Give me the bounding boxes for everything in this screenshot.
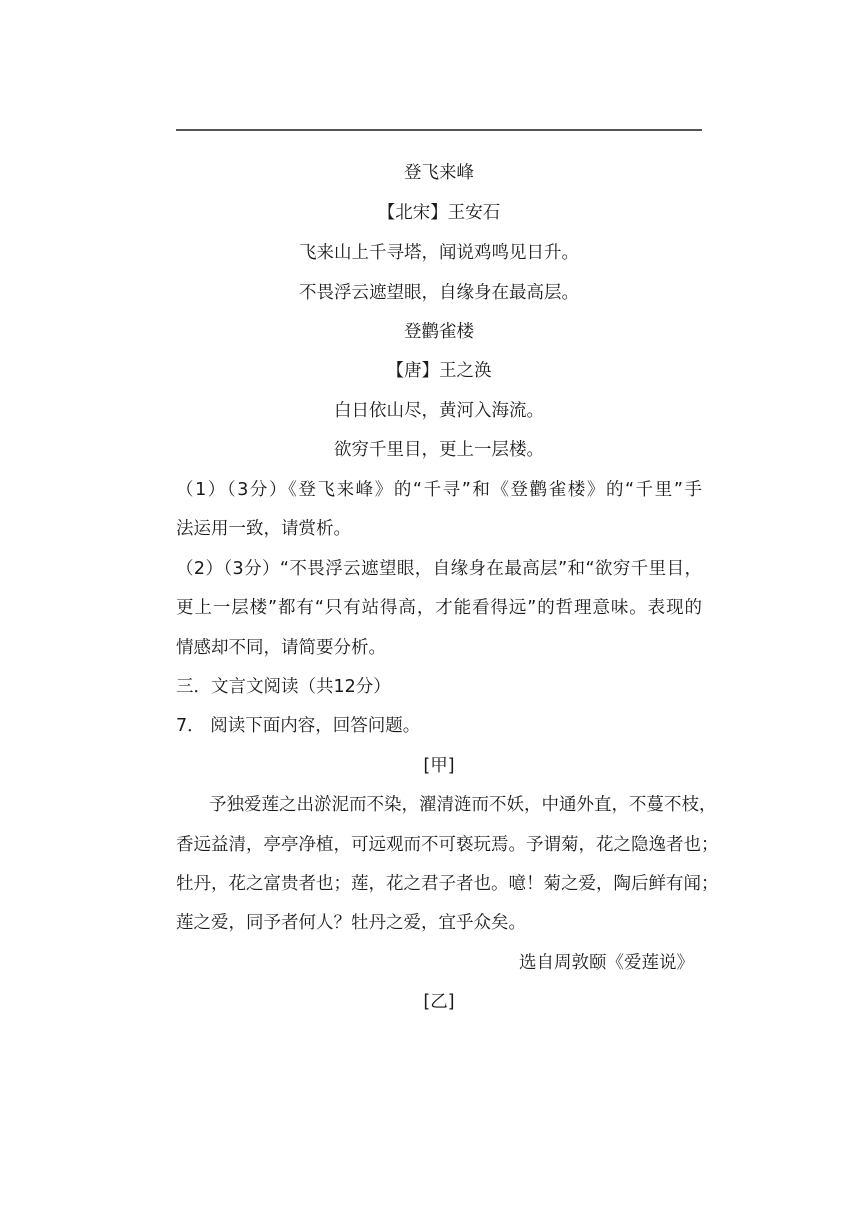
passage-a-line2: 香远益清，亭亭净植，可远观而不可亵玩焉。予谓菊，花之隐逸者也； xyxy=(176,835,719,855)
top-divider xyxy=(176,129,702,131)
passage-a-line3: 牡丹，花之富贵者也；莲，花之君子者也。噫！菊之爱，陶后鲜有闻； xyxy=(176,874,719,894)
poem2-line2: 欲穷千里目，更上一层楼。 xyxy=(334,440,544,460)
section-item: ￼7． 阅读下面内容，回答问题。 xyxy=(176,716,421,736)
poem2-line1: 白日依山尽，黄河入海流。 xyxy=(334,401,544,421)
poem1-line2: 不畏浮云遮望眼，自缘身在最高层。 xyxy=(299,283,579,303)
passage-a-label: [甲] xyxy=(423,756,455,776)
passage-b-label: [乙] xyxy=(423,992,455,1012)
question2-line2: 更上一层楼”都有“只有站得高，才能看得远”的哲理意味。表现的 xyxy=(176,598,702,618)
question2-line3: 情感却不同，请简要分析。 xyxy=(176,638,386,658)
question1-line2: 法运用一致，请赏析。 xyxy=(176,519,351,539)
poem1-line1: 飞来山上千寻塔，闻说鸡鸣见日升。 xyxy=(299,243,579,263)
poem2-title: 登鹳雀楼 xyxy=(404,322,474,342)
passage-a-source: 选自周敦颐《爱莲说》 xyxy=(519,953,694,973)
passage-a-line1: 予独爱莲之出淤泥而不染，濯清涟而不妖，中通外直，不蔓不枝， xyxy=(209,795,717,815)
passage-a-line4: 莲之爱，同予者何人？牡丹之爱，宜乎众矣。 xyxy=(176,913,526,933)
question1-line1: （1）（3分）《登飞来峰》的“千寻”和《登鹳雀楼》的“千里”手 xyxy=(176,480,702,500)
poem2-author: 【唐】王之涣 xyxy=(386,361,492,381)
poem1-title: 登飞来峰 xyxy=(404,163,474,183)
poem1-author: 【北宋】王安石 xyxy=(377,203,501,223)
question2-line1: （2）（3分）“不畏浮云遮望眼，自缘身在最高层”和“欲穷千里目， xyxy=(176,559,702,579)
section-heading: 三．文言文阅读（共12分） xyxy=(176,677,391,697)
